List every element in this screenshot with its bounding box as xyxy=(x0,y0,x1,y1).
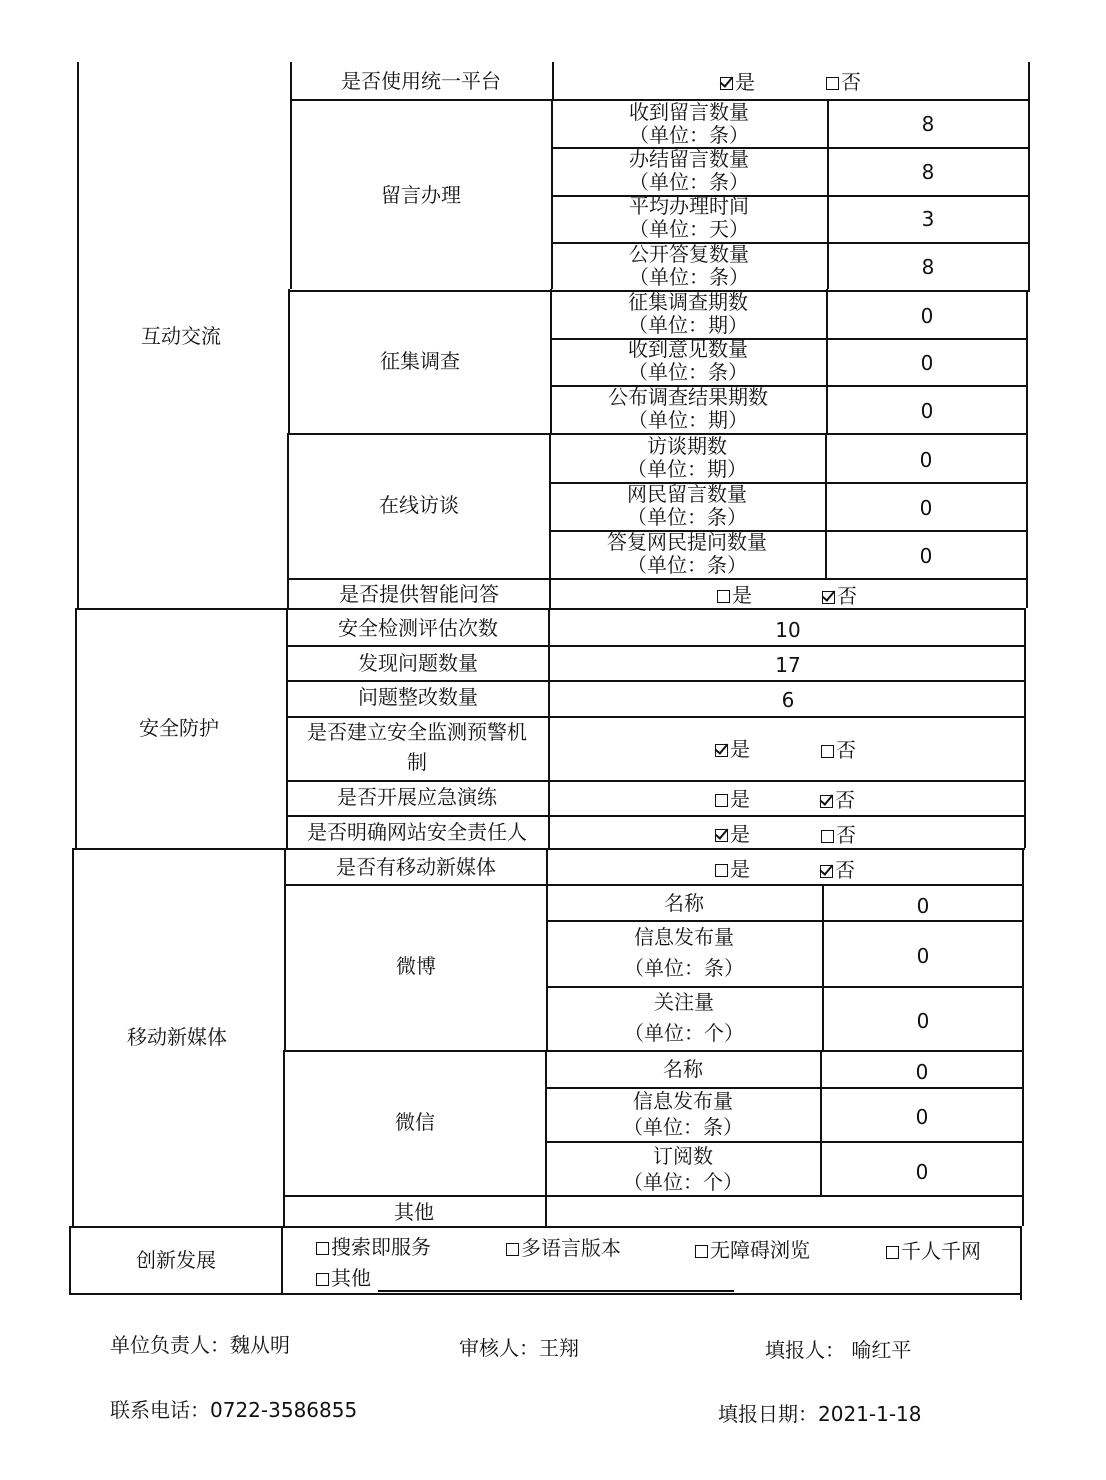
row-value: 8 xyxy=(921,112,935,136)
security-row-value: 17 xyxy=(775,653,801,677)
weibo-label: 微博 xyxy=(396,954,436,978)
warning-mechanism-no[interactable]: 否 xyxy=(821,739,856,761)
contact-phone: 联系电话：0722-3586855 xyxy=(110,1398,358,1422)
table-row xyxy=(628,338,748,384)
online-interview-label: 在线访谈 xyxy=(379,493,459,517)
security-row-label: 发现问题数量 xyxy=(358,651,478,675)
row-name: 公开答复数量 xyxy=(629,242,749,266)
row-name: 公布调查结果期数 xyxy=(608,385,768,409)
unified-platform-label: 是否使用统一平台 xyxy=(341,69,501,93)
innovation-other-input[interactable] xyxy=(378,1290,734,1292)
row-name: 访谈期数 xyxy=(647,434,727,458)
row-unit: （单位：条） xyxy=(627,553,747,577)
wechat-label: 微信 xyxy=(395,1110,435,1134)
unchecked-box-icon xyxy=(715,864,728,877)
table-row xyxy=(623,1143,743,1195)
row-unit: （单位：条） xyxy=(623,1115,743,1139)
row-value: 0 xyxy=(919,448,933,472)
row-name: 关注量 xyxy=(654,990,714,1014)
row-value: 0 xyxy=(915,1105,929,1129)
row-value: 0 xyxy=(915,1160,929,1184)
row-name: 征集调查期数 xyxy=(628,290,748,314)
mobile-other-label: 其他 xyxy=(394,1200,434,1224)
section-label-security: 安全防护 xyxy=(139,716,219,740)
row-name: 信息发布量 xyxy=(634,925,734,949)
unit-head: 单位负责人：魏从明 xyxy=(110,1333,290,1357)
row-name: 办结留言数量 xyxy=(629,147,749,171)
row-unit: （单位：期） xyxy=(628,313,748,337)
responsible-person-yes[interactable]: 是 xyxy=(715,823,750,845)
row-unit: （单位：期） xyxy=(628,408,748,432)
has-mobile-yes[interactable]: 是 xyxy=(715,858,750,880)
row-value: 0 xyxy=(920,304,934,328)
unified-platform-yes[interactable]: 是 xyxy=(720,71,755,93)
security-row-value: 6 xyxy=(781,688,795,712)
row-name: 收到留言数量 xyxy=(629,100,749,124)
row-name: 收到意见数量 xyxy=(628,337,748,361)
row-unit: （单位：条） xyxy=(627,505,747,529)
innovation-option-personalized[interactable]: 千人千网 xyxy=(886,1240,981,1262)
unchecked-box-icon xyxy=(316,1242,329,1255)
unchecked-box-icon xyxy=(695,1245,708,1258)
row-value: 8 xyxy=(921,255,935,279)
message-handling-label: 留言办理 xyxy=(381,183,461,207)
row-unit: （单位：条） xyxy=(628,360,748,384)
table-row xyxy=(629,243,749,289)
row-unit: （单位：条） xyxy=(624,956,744,980)
reviewer: 审核人：王翔 xyxy=(459,1336,579,1360)
row-unit: （单位：条） xyxy=(629,123,749,147)
row-value: 0 xyxy=(920,399,934,423)
checked-box-icon xyxy=(820,795,833,808)
unchecked-box-icon xyxy=(717,590,730,603)
row-name: 名称 xyxy=(664,891,704,915)
table-row xyxy=(629,148,749,194)
has-mobile-no[interactable]: 否 xyxy=(820,859,855,881)
table-row xyxy=(623,1088,743,1140)
row-unit: （单位：条） xyxy=(629,170,749,194)
row-unit: （单位：个） xyxy=(623,1170,743,1194)
security-row-label: 问题整改数量 xyxy=(358,685,478,709)
innovation-option-multilang[interactable]: 多语言版本 xyxy=(506,1237,621,1259)
row-unit: （单位：条） xyxy=(629,265,749,289)
table-row xyxy=(629,195,749,241)
row-name: 信息发布量 xyxy=(633,1089,733,1113)
row-value: 0 xyxy=(920,351,934,375)
checked-box-icon xyxy=(715,744,728,757)
row-value: 3 xyxy=(921,207,935,231)
innovation-option-search[interactable]: 搜索即服务 xyxy=(316,1236,431,1258)
section-label-mobile-media: 移动新媒体 xyxy=(127,1025,227,1049)
row-name: 名称 xyxy=(663,1057,703,1081)
row-name: 网民留言数量 xyxy=(627,482,747,506)
row-unit: （单位：期） xyxy=(627,457,747,481)
section-label-innovation: 创新发展 xyxy=(136,1248,216,1272)
innovation-option-accessible[interactable]: 无障碍浏览 xyxy=(695,1239,810,1261)
checked-box-icon xyxy=(715,829,728,842)
unchecked-box-icon xyxy=(715,794,728,807)
innovation-option-other[interactable]: 其他 xyxy=(316,1267,371,1289)
section-label-interaction: 互动交流 xyxy=(141,324,221,348)
checked-box-icon xyxy=(822,591,835,604)
unified-platform-no[interactable]: 否 xyxy=(826,71,861,93)
row-value: 0 xyxy=(915,1060,929,1084)
has-mobile-label: 是否有移动新媒体 xyxy=(336,855,496,879)
smart-qa-no[interactable]: 否 xyxy=(822,585,857,607)
survey-label: 征集调查 xyxy=(380,349,460,373)
fill-date: 填报日期：2021-1-18 xyxy=(718,1402,922,1426)
unchecked-box-icon xyxy=(821,745,834,758)
security-row-value: 10 xyxy=(775,618,801,642)
unchecked-box-icon xyxy=(316,1273,329,1286)
table-row xyxy=(624,922,744,984)
row-unit: （单位：个） xyxy=(624,1021,744,1045)
unchecked-box-icon xyxy=(506,1243,519,1256)
checked-box-icon xyxy=(820,865,833,878)
row-name: 答复网民提问数量 xyxy=(607,530,767,554)
table-row xyxy=(608,386,768,432)
table-row xyxy=(629,101,749,147)
row-value: 0 xyxy=(919,496,933,520)
smart-qa-label: 是否提供智能问答 xyxy=(339,582,499,606)
warning-mechanism-label: 是否建立安全监测预警机 制 xyxy=(307,720,527,774)
table-row xyxy=(628,291,748,337)
row-unit: （单位：天） xyxy=(629,217,749,241)
table-row xyxy=(607,531,767,577)
responsible-person-label: 是否明确网站安全责任人 xyxy=(307,820,527,844)
emergency-drill-no[interactable]: 否 xyxy=(820,789,855,811)
table-row xyxy=(627,435,747,481)
security-row-label: 安全检测评估次数 xyxy=(338,616,498,640)
unchecked-box-icon xyxy=(886,1246,899,1259)
row-name: 平均办理时间 xyxy=(629,194,749,218)
table-row xyxy=(624,987,744,1049)
warning-mechanism-yes[interactable]: 是 xyxy=(715,738,750,760)
responsible-person-no[interactable]: 否 xyxy=(821,824,856,846)
row-value: 0 xyxy=(916,894,930,918)
row-value: 0 xyxy=(916,944,930,968)
row-value: 0 xyxy=(916,1009,930,1033)
smart-qa-yes[interactable]: 是 xyxy=(717,584,752,606)
filler: 填报人： 喻红平 xyxy=(765,1338,912,1362)
checked-box-icon xyxy=(720,77,733,90)
unchecked-box-icon xyxy=(821,830,834,843)
unchecked-box-icon xyxy=(826,77,839,90)
emergency-drill-yes[interactable]: 是 xyxy=(715,788,750,810)
table-row xyxy=(627,483,747,529)
row-value: 0 xyxy=(919,544,933,568)
emergency-drill-label: 是否开展应急演练 xyxy=(337,785,497,809)
row-name: 订阅数 xyxy=(653,1144,713,1168)
row-value: 8 xyxy=(921,160,935,184)
